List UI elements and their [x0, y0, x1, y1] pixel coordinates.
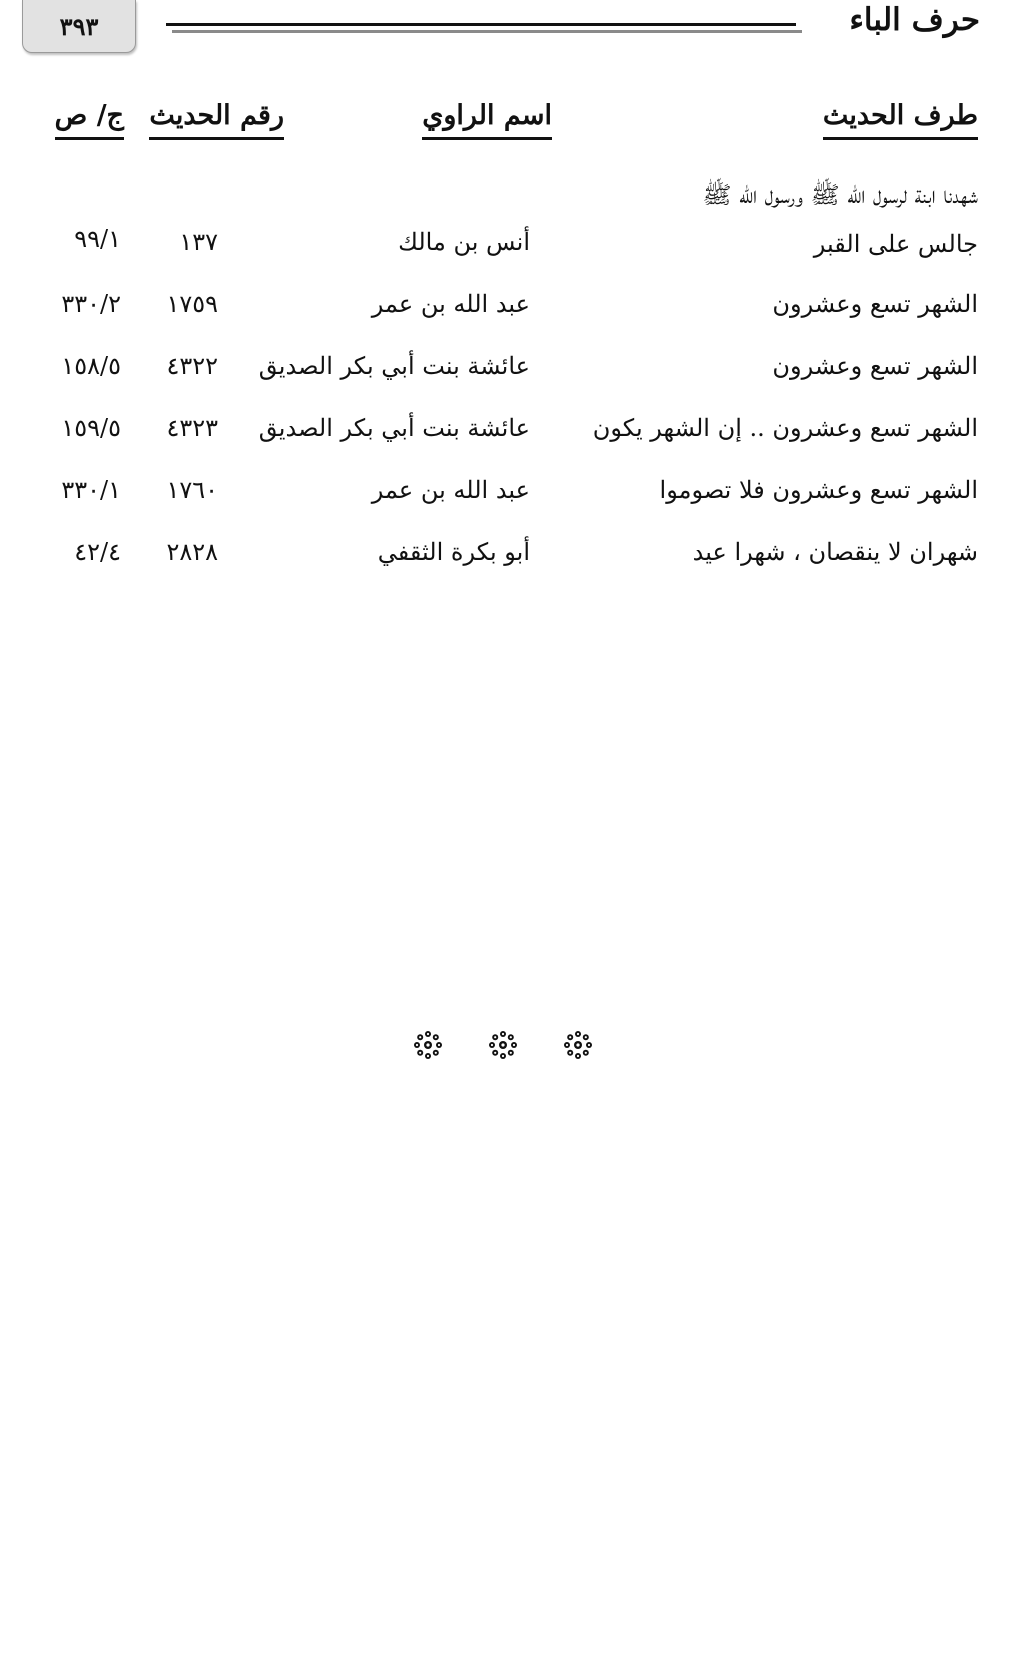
rosette-ornament-icon: [488, 1030, 518, 1060]
volume-page: ٤٢/٤: [74, 538, 121, 566]
header-divider: [166, 23, 796, 26]
hadith-text: شهران لا ينقصان ، شهرا عيد: [692, 538, 978, 566]
hadith-text: الشهر تسع وعشرون .. إن الشهر يكون: [592, 414, 978, 442]
section-end-ornaments: [0, 1030, 1010, 1070]
narrator-name: أبو بكرة الثقفي: [377, 538, 530, 566]
hadith-text-line2: جالس على القبر: [813, 230, 978, 258]
rosette-ornament-icon: [563, 1030, 593, 1060]
volume-page: ٣٣٠/١: [61, 476, 121, 504]
column-header-number: رقم الحديث: [149, 100, 284, 140]
column-header-volume-page: ج/ ص: [55, 100, 124, 140]
narrator-name: عائشة بنت أبي بكر الصديق: [258, 352, 530, 380]
hadith-number: ٤٣٢٣: [166, 414, 218, 442]
narrator-name: عبد الله بن عمر: [371, 290, 530, 318]
hadith-text: الشهر تسع وعشرون فلا تصوموا: [659, 476, 978, 504]
column-header-narrator: اسم الراوي: [422, 100, 552, 140]
narrator-name: أنس بن مالك: [398, 228, 530, 256]
hadith-number: ١٧٦٠: [166, 476, 218, 504]
hadith-number: ١٣٧: [179, 228, 218, 256]
narrator-name: عبد الله بن عمر: [371, 476, 530, 504]
rosette-ornament-icon: [413, 1030, 443, 1060]
hadith-number: ١٧٥٩: [166, 290, 218, 318]
page-number: ٣٩٣: [22, 0, 136, 53]
hadith-text: الشهر تسع وعشرون: [772, 352, 978, 380]
hadith-number: ٤٣٢٢: [166, 352, 218, 380]
hadith-text-line1: شهدنا ابنة لرسول الله ﷺ ورسول الله ﷺ: [702, 181, 978, 209]
volume-page: ١٥٩/٥: [61, 414, 121, 442]
volume-page: ٩٩/١: [74, 225, 121, 253]
header-divider-shadow: [172, 30, 802, 33]
running-title: حرف الباء: [849, 2, 980, 38]
hadith-text: الشهر تسع وعشرون: [772, 290, 978, 318]
column-header-hadith: طرف الحديث: [823, 100, 978, 140]
narrator-name: عائشة بنت أبي بكر الصديق: [258, 414, 530, 442]
volume-page: ١٥٨/٥: [61, 352, 121, 380]
volume-page: ٣٣٠/٢: [61, 290, 121, 318]
hadith-number: ٢٨٢٨: [166, 538, 218, 566]
